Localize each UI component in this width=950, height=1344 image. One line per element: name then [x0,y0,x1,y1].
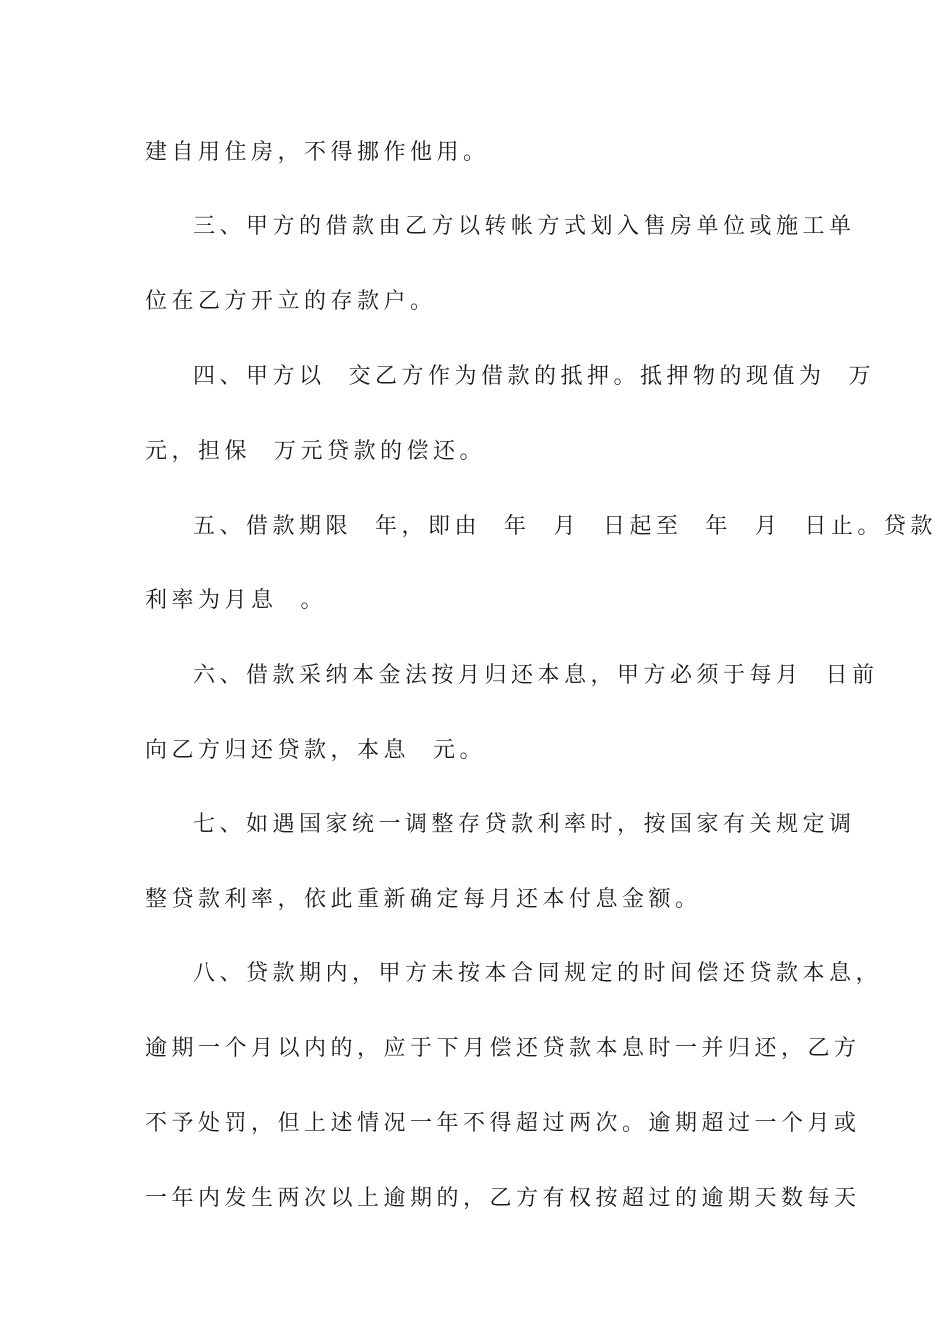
text-line: 整贷款利率，依此重新确定每月还本付息金额。 [145,887,702,912]
text-line: 八、贷款期内，甲方未按本合同规定的时间偿还贷款本息， [193,961,883,986]
text-line: 一年内发生两次以上逾期的，乙方有权按超过的逾期天数每天 [145,1186,861,1211]
text-line: 元，担保 万元贷款的偿还。 [145,439,486,464]
text-line: 不予处罚，但上述情况一年不得超过两次。逾期超过一个月或 [145,1111,861,1136]
text-line: 建自用住房，不得挪作他用。 [145,140,490,165]
text-line: 逾期一个月以内的，应于下月偿还贷款本息时一并归还，乙方 [145,1036,861,1061]
text-line: 利率为月息 。 [145,588,327,613]
text-line: 位在乙方开立的存款户。 [145,289,437,314]
text-line: 七、如遇国家统一调整存贷款利率时，按国家有关规定调 [193,812,856,837]
text-line: 三、甲方的借款由乙方以转帐方式划入售房单位或施工单 [193,214,856,239]
text-line: 五、借款期限 年，即由 年 月 日起至 年 月 日止。贷款 [193,514,937,539]
text-line: 六、借款采纳本金法按月归还本息，甲方必须于每月 日前 [193,663,879,688]
text-line: 四、甲方以 交乙方作为借款的抵押。抵押物的现值为 万 [193,364,875,389]
text-line: 向乙方归还贷款，本息 元。 [145,738,486,763]
